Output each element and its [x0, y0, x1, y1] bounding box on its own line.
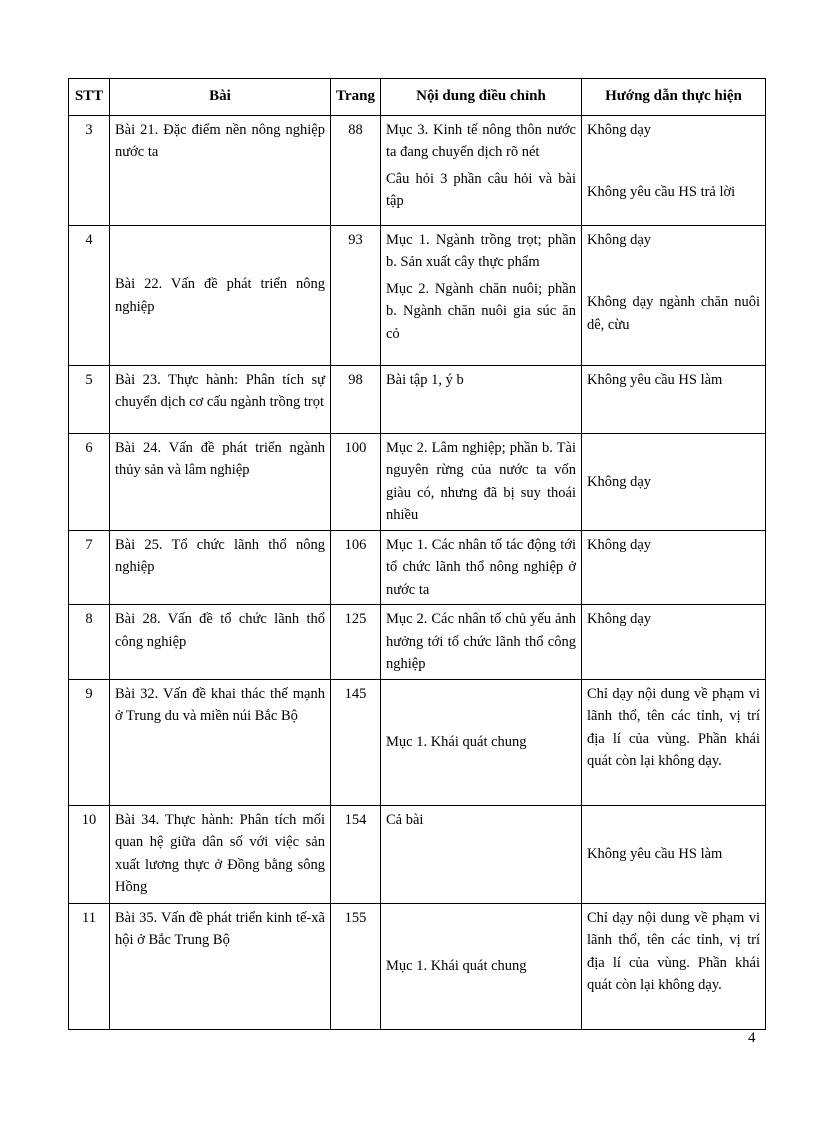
- huong-dan-item: Không yêu cầu HS trả lời: [587, 184, 736, 201]
- cell-trang: 98: [331, 366, 381, 434]
- cell-bai: Bài 21. Đặc điểm nền nông nghiệp nước ta: [110, 116, 331, 226]
- cell-trang: 154: [331, 805, 381, 903]
- cell-stt: 10: [69, 805, 110, 903]
- noi-dung-item: Mục 1. Khái quát chung: [386, 733, 527, 750]
- cell-stt: 5: [69, 366, 110, 434]
- huong-dan-item: Không dạy: [587, 611, 652, 628]
- cell-huong-dan: [582, 805, 766, 903]
- cell-stt: 4: [69, 226, 110, 366]
- cell-stt: 9: [69, 679, 110, 805]
- table-row: [69, 434, 766, 531]
- cell-bai: Bài 25. Tổ chức lãnh thổ nông nghiệp: [110, 530, 331, 604]
- cell-noi-dung: [381, 605, 582, 679]
- table-row: [69, 805, 766, 903]
- adjustment-table: [68, 78, 766, 1030]
- huong-dan-item: Không dạy: [587, 122, 652, 138]
- cell-bai: Bài 34. Thực hành: Phân tích mối quan hệ giữa dân số với việc sản xuất lương thực ở Đồng bằng sông Hồng: [110, 805, 331, 903]
- huong-dan-item: Không yêu cầu HS làm: [587, 845, 723, 862]
- cell-noi-dung: [381, 434, 582, 531]
- cell-huong-dan: [582, 679, 766, 805]
- cell-trang: 125: [331, 605, 381, 679]
- noi-dung-item: Mục 2. Ngành chăn nuôi; phần b. Ngành chăn nuôi gia súc ăn cỏ: [386, 280, 576, 342]
- cell-noi-dung: [381, 530, 582, 604]
- header-huong-dan: Hướng dẫn thực hiện: [582, 79, 766, 116]
- cell-trang: 93: [331, 226, 381, 366]
- cell-huong-dan: [582, 226, 766, 366]
- cell-bai: Bài 22. Vấn đề phát triển nông nghiệp: [110, 226, 331, 366]
- huong-dan-item: Chỉ dạy nội dung về phạm vi lãnh thổ, tên các tỉnh, vị trí địa lí của vùng. Phần khái quát còn lại không dạy.: [587, 685, 760, 770]
- cell-noi-dung: [381, 226, 582, 366]
- noi-dung-item: Bài tập 1, ý b: [386, 372, 464, 388]
- cell-huong-dan: [582, 530, 766, 604]
- cell-trang: 155: [331, 903, 381, 1029]
- cell-trang: 88: [331, 116, 381, 226]
- table-header-row: [69, 79, 766, 116]
- cell-bai: Bài 24. Vấn đề phát triển ngành thủy sản và lâm nghiệp: [110, 434, 331, 531]
- table-row: [69, 605, 766, 679]
- huong-dan-item: Không dạy ngành chăn nuôi dê, cừu: [587, 294, 760, 333]
- cell-bai: Bài 23. Thực hành: Phân tích sự chuyển dịch cơ cấu ngành trồng trọt: [110, 366, 331, 434]
- noi-dung-item: Mục 1. Các nhân tố tác động tới tổ chức lãnh thổ nông nghiệp ở nước ta: [386, 536, 576, 598]
- huong-dan-item: Không dạy: [587, 232, 652, 248]
- header-stt: STT: [69, 79, 110, 116]
- table-row: [69, 366, 766, 434]
- cell-bai: Bài 32. Vấn đề khai thác thế mạnh ở Trung du và miền núi Bắc Bộ: [110, 679, 331, 805]
- noi-dung-item: Mục 3. Kinh tế nông thôn nước ta đang chuyển dịch rõ nét: [386, 122, 576, 161]
- cell-stt: 11: [69, 903, 110, 1029]
- cell-stt: 3: [69, 116, 110, 226]
- noi-dung-item: Mục 2. Lâm nghiệp; phần b. Tài nguyên rừng của nước ta vốn giàu có, nhưng đã bị suy thoái nhiều: [386, 440, 576, 524]
- page-number: 4: [748, 1030, 756, 1046]
- cell-stt: 8: [69, 605, 110, 679]
- cell-trang: 145: [331, 679, 381, 805]
- cell-huong-dan: [582, 366, 766, 434]
- cell-huong-dan: [582, 434, 766, 531]
- header-noi-dung: Nội dung điều chỉnh: [381, 79, 582, 116]
- table-row: [69, 530, 766, 604]
- header-bai: Bài: [110, 79, 331, 116]
- table-row: [69, 903, 766, 1029]
- cell-huong-dan: [582, 605, 766, 679]
- header-trang: Trang: [331, 79, 381, 116]
- table-row: [69, 679, 766, 805]
- noi-dung-item: Mục 1. Ngành trồng trọt; phần b. Sản xuất cây thực phẩm: [386, 232, 576, 271]
- cell-huong-dan: [582, 116, 766, 226]
- cell-trang: 100: [331, 434, 381, 531]
- noi-dung-item: Câu hỏi 3 phần câu hỏi và bài tập: [386, 170, 576, 210]
- table-row: [69, 226, 766, 366]
- cell-noi-dung: [381, 116, 582, 226]
- cell-trang: 106: [331, 530, 381, 604]
- cell-noi-dung: [381, 903, 582, 1029]
- cell-bai: Bài 35. Vấn đề phát triển kinh tế-xã hội ở Bắc Trung Bộ: [110, 903, 331, 1029]
- cell-bai: Bài 28. Vấn đề tổ chức lãnh thổ công nghiệp: [110, 605, 331, 679]
- huong-dan-item: Không dạy: [587, 536, 652, 553]
- noi-dung-item: Cả bài: [386, 811, 424, 828]
- cell-noi-dung: [381, 366, 582, 434]
- huong-dan-item: Chỉ dạy nội dung về phạm vi lãnh thổ, tên các tỉnh, vị trí địa lí của vùng. Phần khái quát còn lại không dạy.: [587, 909, 760, 994]
- cell-noi-dung: [381, 805, 582, 903]
- huong-dan-item: Không yêu cầu HS làm: [587, 372, 723, 388]
- table-row: [69, 116, 766, 226]
- huong-dan-item: Không dạy: [587, 473, 652, 490]
- cell-huong-dan: [582, 903, 766, 1029]
- noi-dung-item: Mục 1. Khái quát chung: [386, 957, 527, 974]
- noi-dung-item: Mục 2. Các nhân tố chủ yếu ảnh hưởng tới tổ chức lãnh thổ công nghiệp: [386, 611, 576, 673]
- cell-stt: 6: [69, 434, 110, 531]
- cell-stt: 7: [69, 530, 110, 604]
- cell-noi-dung: [381, 679, 582, 805]
